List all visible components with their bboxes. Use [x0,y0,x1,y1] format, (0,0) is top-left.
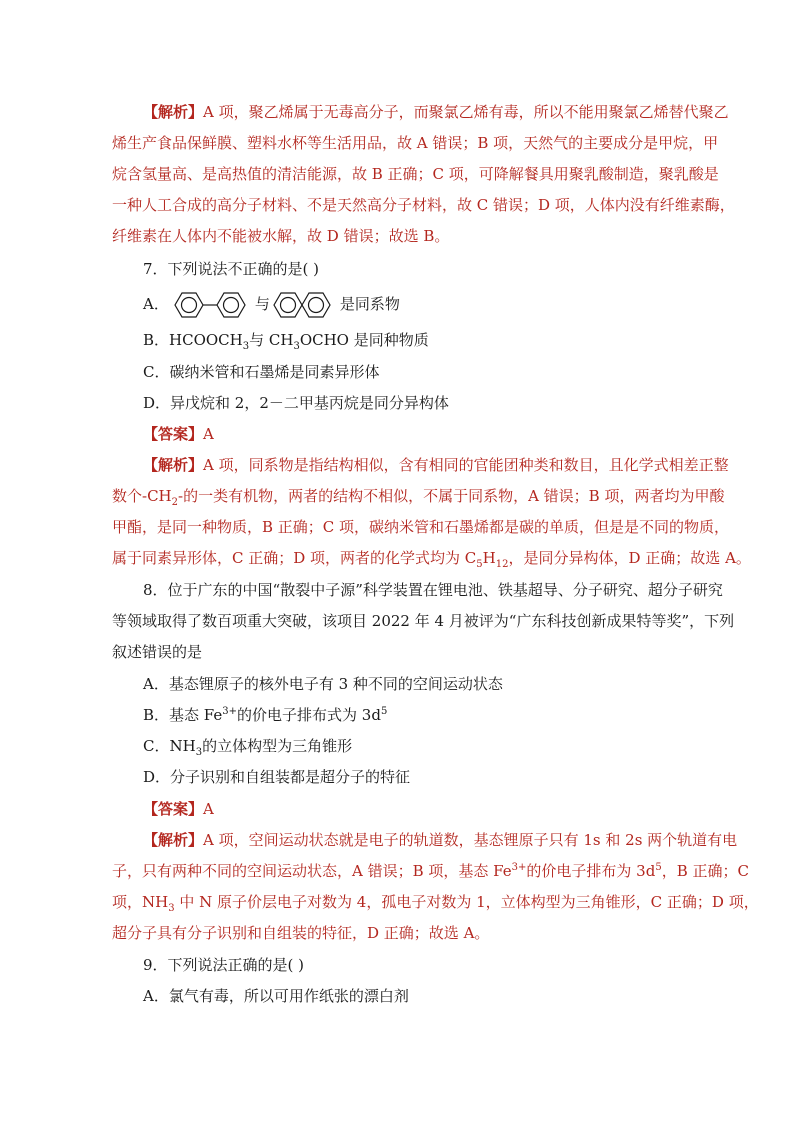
q8-analysis-line-4: 超分子具有分子识别和自组装的特征，D 正确；故选 A。 [112,924,490,942]
q8-answer [143,799,214,819]
q8-analysis-line-2 [112,861,749,881]
q7-analysis-line-1 [143,455,729,475]
answer-value: A [203,800,214,818]
option-text: 与 [254,295,270,313]
analysis-text: 项，NH [112,893,169,911]
biphenyl-structure-icon [169,288,255,322]
q6-analysis-line-1 [143,102,729,122]
analysis-tag: 【解析】 [143,831,204,849]
superscript: 3+ [511,862,527,873]
q7-analysis-line-4 [112,548,751,568]
analysis-text: A 项，聚乙烯属于无毒高分子，而聚氯乙烯有毒，所以不能用聚氯乙烯替代聚乙 [203,103,729,121]
option-text: B．基态 Fe [143,706,223,724]
analysis-text: ，是同分异构体，D 正确；故选 A。 [508,549,751,567]
q9-stem: 9．下列说法正确的是( ) [143,956,305,974]
q6-analysis-line-3: 烷含氢量高、是高热值的清洁能源，故 B 正确；C 项，可降解餐具用聚乳酸制造，聚乳酸是 [112,165,719,183]
subscript: 3 [195,747,203,758]
q7-option-c: C．碳纳米管和石墨烯是同素异形体 [143,363,380,381]
analysis-text: -的一类有机物，两者的结构不相似，不属于同系物，A 错误；B 项，两者均为甲酸 [178,487,725,505]
option-label: A． [143,295,169,313]
q7-analysis-line-3: 甲酯，是同一种物质，B 正确；C 项，碳纳米管和石墨烯都是碳的单质，但是是不同的物质， [112,518,730,536]
q7-stem: 7．下列说法不正确的是( ) [143,260,320,278]
option-text: B．HCOOCH [143,331,243,349]
analysis-text: 中 N 原子价层电子对数为 4，孤电子对数为 1，立体构型为三角锥形，C 正确；D 项， [174,893,759,911]
analysis-text: 数个-CH [112,487,172,505]
q6-analysis-line-5: 纤维素在人体内不能被水解，故 D 错误；故选 B。 [112,227,450,245]
q8-stem-line-2: 等领域取得了数百项重大突破，该项目 2022 年 4 月被评为“广东科技创新成果特等奖”，下列 [112,612,735,630]
naphthalene-structure-icon [270,288,340,322]
option-text: 的价电子排布式为 3d [237,706,381,724]
q8-analysis-line-3 [112,892,759,912]
q7-option-d: D．异戊烷和 2，2－二甲基丙烷是同分异构体 [143,394,449,412]
subscript: 5 [476,559,483,570]
analysis-text: A 项，空间运动状态就是电子的轨道数，基态锂原子只有 1s 和 2s 两个轨道有电 [203,831,738,849]
q8-option-d: D．分子识别和自组装都是超分子的特征 [143,768,411,786]
option-text: OCHO 是同种物质 [299,331,429,349]
subscript: 2 [171,497,179,508]
q8-option-b [143,705,387,725]
q6-analysis-line-4: 一种人工合成的高分子材料、不是天然高分子材料，故 C 错误；D 项，人体内没有纤维素酶， [112,196,735,214]
q6-analysis-line-2: 烯生产食品保鲜膜、塑料水杯等生活用品，故 A 错误；B 项，天然气的主要成分是甲烷，甲 [112,134,719,152]
analysis-text: ，B 正确；C [661,862,749,880]
analysis-text: A 项，同系物是指结构相似，含有相同的官能团种类和数目，且化学式相差正整 [203,456,729,474]
analysis-text: 的价电子排布为 3d [526,862,656,880]
analysis-tag: 【解析】 [143,456,204,474]
q8-option-c [143,736,352,756]
option-text: C．NH [143,737,196,755]
option-text: 与 CH [249,331,294,349]
answer-tag: 【答案】 [143,800,204,818]
q9-option-a: A．氯气有毒，所以可用作纸张的漂白剂 [143,987,409,1005]
answer-tag: 【答案】 [143,425,204,443]
q8-stem-line-3: 叙述错误的是 [112,643,203,661]
q7-answer [143,424,214,444]
q7-option-a [143,286,400,322]
answer-value: A [203,425,214,443]
option-text: 是同系物 [339,295,400,313]
q7-option-b [143,330,429,350]
subscript: 12 [495,559,509,570]
subscript: 3 [168,903,175,914]
q8-analysis-line-1 [143,830,737,850]
analysis-text: 属于同素异形体，C 正确；D 项，两者的化学式均为 C [112,549,477,567]
subscript: 3 [242,341,250,352]
option-text: 的立体构型为三角锥形 [202,737,353,755]
analysis-text: H [482,549,496,567]
q7-analysis-line-2 [112,486,724,506]
superscript: 5 [380,706,388,717]
q8-stem-line-1: 8．位于广东的中国“散裂中子源”科学装置在锂电池、铁基超导、分子研究、超分子研究 [143,581,723,599]
subscript: 3 [293,341,300,352]
q8-option-a: A．基态锂原子的核外电子有 3 种不同的空间运动状态 [143,675,503,693]
superscript: 5 [655,862,662,873]
superscript: 3+ [222,706,238,717]
analysis-text: 子，只有两种不同的空间运动状态，A 错误；B 项，基态 Fe [112,862,512,880]
analysis-tag: 【解析】 [143,103,204,121]
